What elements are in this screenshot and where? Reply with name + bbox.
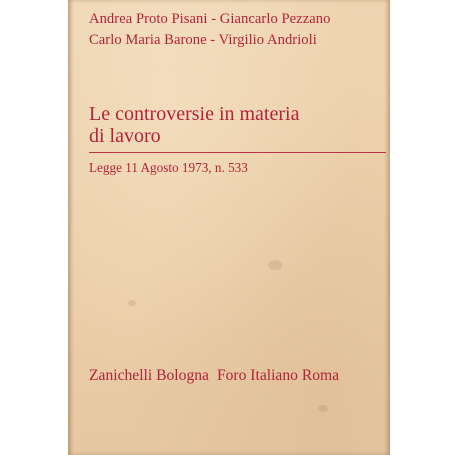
authors-block [89, 9, 330, 51]
book-subtitle: Legge 11 Agosto 1973, n. 533 [89, 160, 248, 175]
publisher-line [89, 366, 339, 386]
cover-right-edge [384, 0, 390, 455]
title-line-1: Le controversie in materia [89, 103, 300, 125]
cover-stain [318, 405, 328, 412]
cover-stain [268, 260, 282, 270]
cover-left-edge [68, 0, 74, 455]
authors-line-1: Andrea Proto Pisani - Giancarlo Pezzano [89, 11, 331, 27]
book-title [89, 103, 299, 147]
publisher-2: Foro Italiano Roma [216, 367, 340, 384]
title-rule [89, 152, 386, 153]
authors-line-2: Carlo Maria Barone - Virgilio Andrioli [89, 32, 317, 48]
title-line-2: di lavoro [89, 125, 161, 147]
publisher-1: Zanichelli Bologna [89, 367, 209, 384]
book-cover [68, 0, 390, 455]
cover-stain [128, 300, 136, 306]
